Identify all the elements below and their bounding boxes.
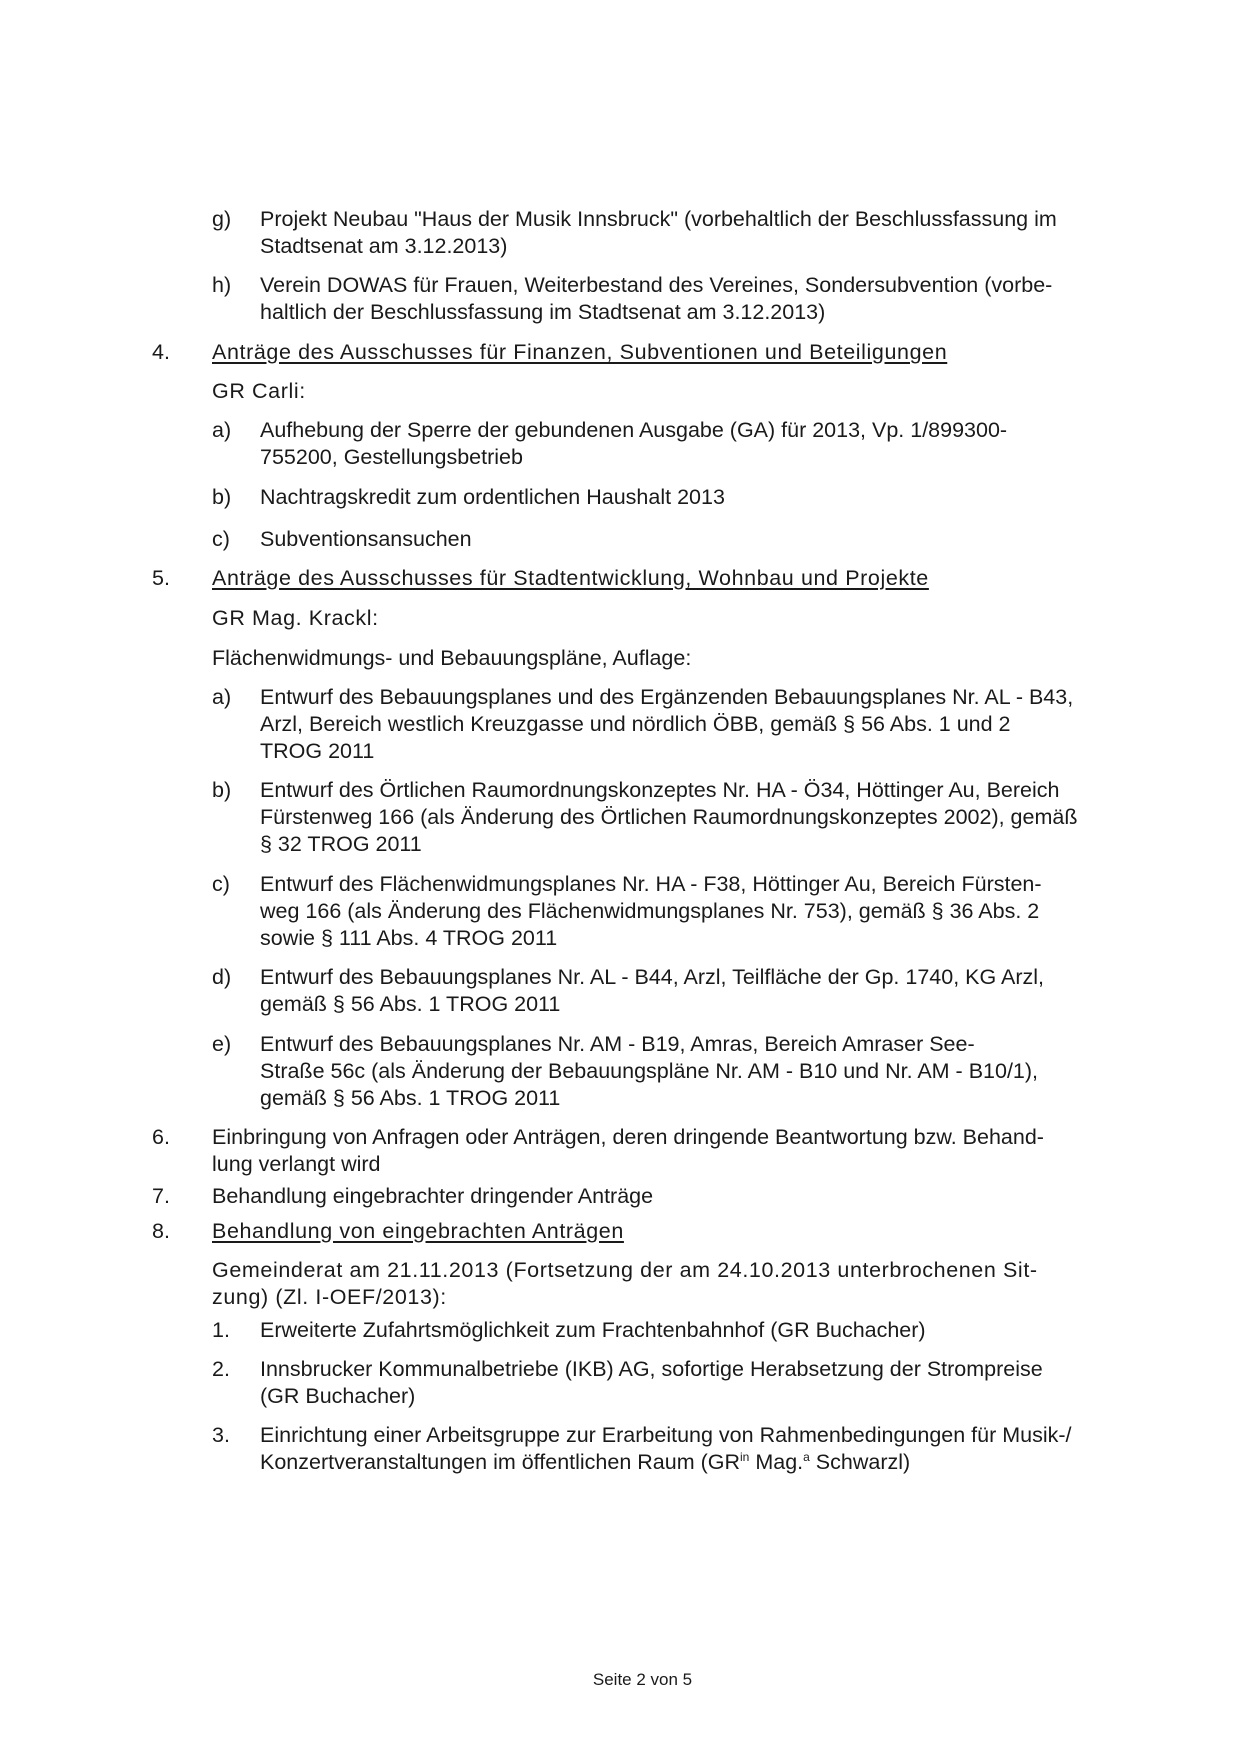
section-8-number: 8. — [152, 1219, 170, 1243]
section-8-heading: Behandlung von eingebrachten Anträgen — [212, 1219, 624, 1243]
section-8-item-3-line2: Konzertveranstaltungen im öffentlichen Raum ($GR^{in}$ Mag.$^a$ Schwarzl) — [260, 1450, 911, 1474]
page-number: Seite 2 von 5 — [592, 1670, 693, 1689]
section-5-a-label: a) — [212, 685, 232, 709]
section-5-e-text: Entwurf des Bebauungsplanes Nr. AM - B19, Amras, Bereich Amraser See- Straße 56c (als Änderung der Bebauungspläne Nr. AM - B10 und Nr. AM - B10/1), gemäß § 56 Abs. 1 TROG 2011 — [260, 1032, 1039, 1110]
section-8-intro: Gemeinderat am 21.11.2013 (Fortsetzung der am 24.10.2013 unterbrochenen Sit- zung) (Zl. I-OEF/2013): — [212, 1258, 1038, 1309]
section-5-c-label: c) — [212, 872, 230, 896]
section-4-c-text: Subventionsansuchen — [260, 527, 472, 551]
section-6-number: 6. — [152, 1125, 170, 1149]
item-g-label: g) — [212, 207, 232, 231]
section-8-item-2-text: Innsbrucker Kommunalbetriebe (IKB) AG, sofortige Herabsetzung der Strompreise (GR Buchacher) — [260, 1357, 1043, 1408]
section-5-d-label: d) — [212, 965, 232, 989]
section-5-intro: Flächenwidmungs- und Bebauungspläne, Auflage: — [212, 646, 692, 670]
section-4-b-label: b) — [212, 485, 232, 509]
section-5-c-text: Entwurf des Flächenwidmungsplanes Nr. HA - F38, Höttinger Au, Bereich Fürsten- weg 166 (als Änderung des Flächenwidmungsplanes Nr. 753), gemäß § 36 Abs. 2 sowie § 111 Abs. 4 TROG 2011 — [260, 872, 1042, 950]
section-5-heading: Anträge des Ausschusses für Stadtentwicklung, Wohnbau und Projekte — [212, 566, 929, 590]
section-8-item-1-text: Erweiterte Zufahrtsmöglichkeit zum Frachtenbahnhof (GR Buchacher) — [260, 1318, 926, 1342]
section-7-text: Behandlung eingebrachter dringender Anträge — [212, 1184, 654, 1208]
section-4-b-text: Nachtragskredit zum ordentlichen Haushalt 2013 — [260, 485, 725, 509]
section-4-c-label: c) — [212, 527, 230, 551]
item-h-label: h) — [212, 273, 232, 297]
section-8-item-1-label: 1. — [212, 1318, 230, 1342]
section-4-heading: Anträge des Ausschusses für Finanzen, Subventionen und Beteiligungen — [212, 340, 948, 364]
section-5-number: 5. — [152, 566, 170, 590]
section-4-a-label: a) — [212, 418, 232, 442]
section-6-text: Einbringung von Anfragen oder Anträgen, deren dringende Beantwortung bzw. Behand- lung verlangt wird — [212, 1125, 1044, 1176]
section-5-b-label: b) — [212, 778, 232, 802]
section-5-a-text: Entwurf des Bebauungsplanes und des Ergänzenden Bebauungsplanes Nr. AL - B43, Arzl, Bereich westlich Kreuzgasse und nördlich ÖBB, gemäß § 56 Abs. 1 und 2 TROG 2011 — [260, 685, 1074, 763]
item-g-text: Projekt Neubau "Haus der Musik Innsbruck" (vorbehaltlich der Beschlussfassung im Stadtsenat am 3.12.2013) — [260, 207, 1057, 258]
section-8-item-2-label: 2. — [212, 1357, 230, 1381]
section-4-a-text: Aufhebung der Sperre der gebundenen Ausgabe (GA) für 2013, Vp. 1/899300- 755200, Gestellungsbetrieb — [260, 418, 1008, 469]
section-8-item-3-label: 3. — [212, 1423, 230, 1447]
section-7-number: 7. — [152, 1184, 170, 1208]
section-4-speaker: GR Carli: — [212, 379, 306, 403]
section-5-speaker: GR Mag. Krackl: — [212, 606, 379, 630]
section-4-number: 4. — [152, 340, 170, 364]
item-h-text: Verein DOWAS für Frauen, Weiterbestand des Vereines, Sondersubvention (vorbe- haltlich der Beschlussfassung im Stadtsenat am 3.12.2013) — [260, 273, 1053, 324]
section-5-e-label: e) — [212, 1032, 232, 1056]
section-5-d-text: Entwurf des Bebauungsplanes Nr. AL - B44, Arzl, Teilfläche der Gp. 1740, KG Arzl, gemäß § 56 Abs. 1 TROG 2011 — [260, 965, 1044, 1016]
section-8-item-3-text: Einrichtung einer Arbeitsgruppe zur Erarbeitung von Rahmenbedingungen für Musik-/ Konzertveranstaltungen im öffentlichen Raum ($GR^{in}$ Mag.$^a$ Schwarzl) — [260, 1423, 1072, 1474]
section-5-b-text: Entwurf des Örtlichen Raumordnungskonzeptes Nr. HA - Ö34, Höttinger Au, Bereich Fürstenweg 166 (als Änderung des Örtlichen Raumordnungskonzeptes 2002), gemäß § 32 TROG 2011 — [260, 778, 1078, 856]
